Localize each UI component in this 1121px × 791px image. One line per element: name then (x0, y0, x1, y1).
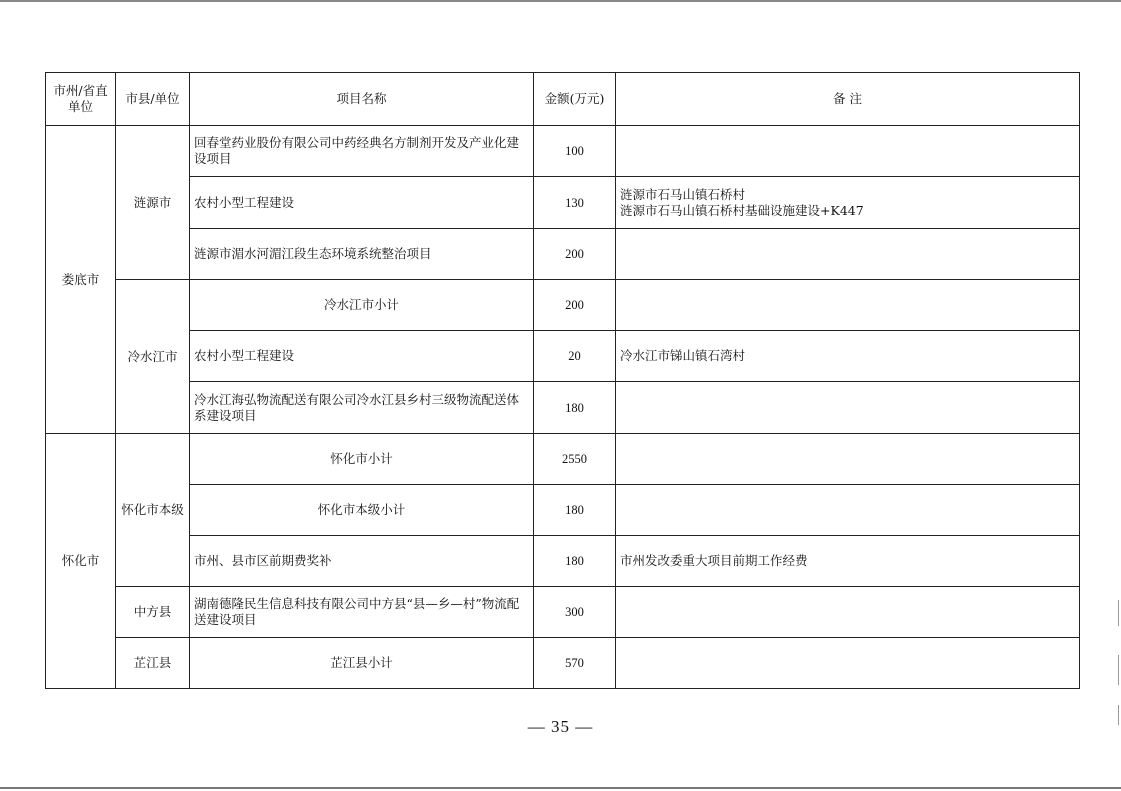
table-row (46, 280, 1080, 331)
remark-cell (616, 485, 1080, 536)
remark-cell: 市州发改委重大项目前期工作经费 (616, 536, 1080, 587)
remark-cell (616, 638, 1080, 689)
subtotal-label-cell: 怀化市本级小计 (190, 485, 534, 536)
county-cell-lianyuan: 涟源市 (116, 126, 190, 280)
header-city-unit: 市州/省直单位 (46, 73, 116, 126)
amount-cell: 300 (534, 587, 616, 638)
scan-edge-mark (1118, 655, 1119, 685)
project-name-cell: 冷水江海弘物流配送有限公司冷水江县乡村三级物流配送体系建设项目 (190, 382, 534, 434)
subtotal-amount-cell: 180 (534, 485, 616, 536)
subtotal-amount-cell: 2550 (534, 434, 616, 485)
subtotal-label-cell: 怀化市小计 (190, 434, 534, 485)
remark-cell (616, 587, 1080, 638)
remark-cell (616, 280, 1080, 331)
remark-cell (616, 126, 1080, 177)
city-cell-loudi: 娄底市 (46, 126, 116, 434)
scan-edge-bottom (0, 787, 1121, 789)
header-project-name: 项目名称 (190, 73, 534, 126)
table-row (46, 177, 1080, 229)
page-number: — 35 — (527, 717, 594, 736)
remark-cell (616, 177, 1080, 229)
remark-cell: 冷水江市锑山镇石湾村 (616, 331, 1080, 382)
amount-cell: 180 (534, 382, 616, 434)
table-row (46, 638, 1080, 689)
subtotal-amount-cell: 200 (534, 280, 616, 331)
city-cell-huaihua: 怀化市 (46, 434, 116, 689)
remark-line: 涟源市石马山镇石桥村基础设施建设+K447 (620, 202, 864, 218)
remark-cell (616, 434, 1080, 485)
table-row (46, 434, 1080, 485)
county-cell-huaihua-benji: 怀化市本级 (116, 434, 190, 587)
project-name-cell: 农村小型工程建设 (190, 177, 534, 229)
county-cell-lengshuijiang: 冷水江市 (116, 280, 190, 434)
remark-line: 涟源市石马山镇石桥村 (620, 186, 746, 202)
subtotal-label-cell: 冷水江市小计 (190, 280, 534, 331)
county-cell-zhongfang: 中方县 (116, 587, 190, 638)
table-row (46, 536, 1080, 587)
project-name-cell: 回春堂药业股份有限公司中药经典名方制剂开发及产业化建设项目 (190, 126, 534, 177)
amount-cell: 100 (534, 126, 616, 177)
table-row (46, 126, 1080, 177)
scan-edge-mark (1118, 600, 1119, 626)
table-row (46, 229, 1080, 280)
header-county-unit: 市县/单位 (116, 73, 190, 126)
project-name-cell: 湖南德隆民生信息科技有限公司中方县“县—乡—村”物流配送建设项目 (190, 587, 534, 638)
project-name-cell: 农村小型工程建设 (190, 331, 534, 382)
amount-cell: 200 (534, 229, 616, 280)
header-amount: 金额(万元) (534, 73, 616, 126)
amount-cell: 130 (534, 177, 616, 229)
remark-cell (616, 229, 1080, 280)
table-row (46, 587, 1080, 638)
subtotal-label-cell: 芷江县小计 (190, 638, 534, 689)
project-name-cell: 市州、县市区前期费奖补 (190, 536, 534, 587)
budget-table (45, 72, 1080, 689)
subtotal-amount-cell: 570 (534, 638, 616, 689)
remark-cell (616, 382, 1080, 434)
table-header-row (46, 73, 1080, 126)
table-row (46, 485, 1080, 536)
table-row (46, 331, 1080, 382)
project-name-cell: 涟源市湄水河湄江段生态环境系统整治项目 (190, 229, 534, 280)
scan-edge-top (0, 0, 1121, 2)
header-remark: 备 注 (616, 73, 1080, 126)
county-cell-zhijiang: 芷江县 (116, 638, 190, 689)
amount-cell: 180 (534, 536, 616, 587)
table-row (46, 382, 1080, 434)
amount-cell: 20 (534, 331, 616, 382)
